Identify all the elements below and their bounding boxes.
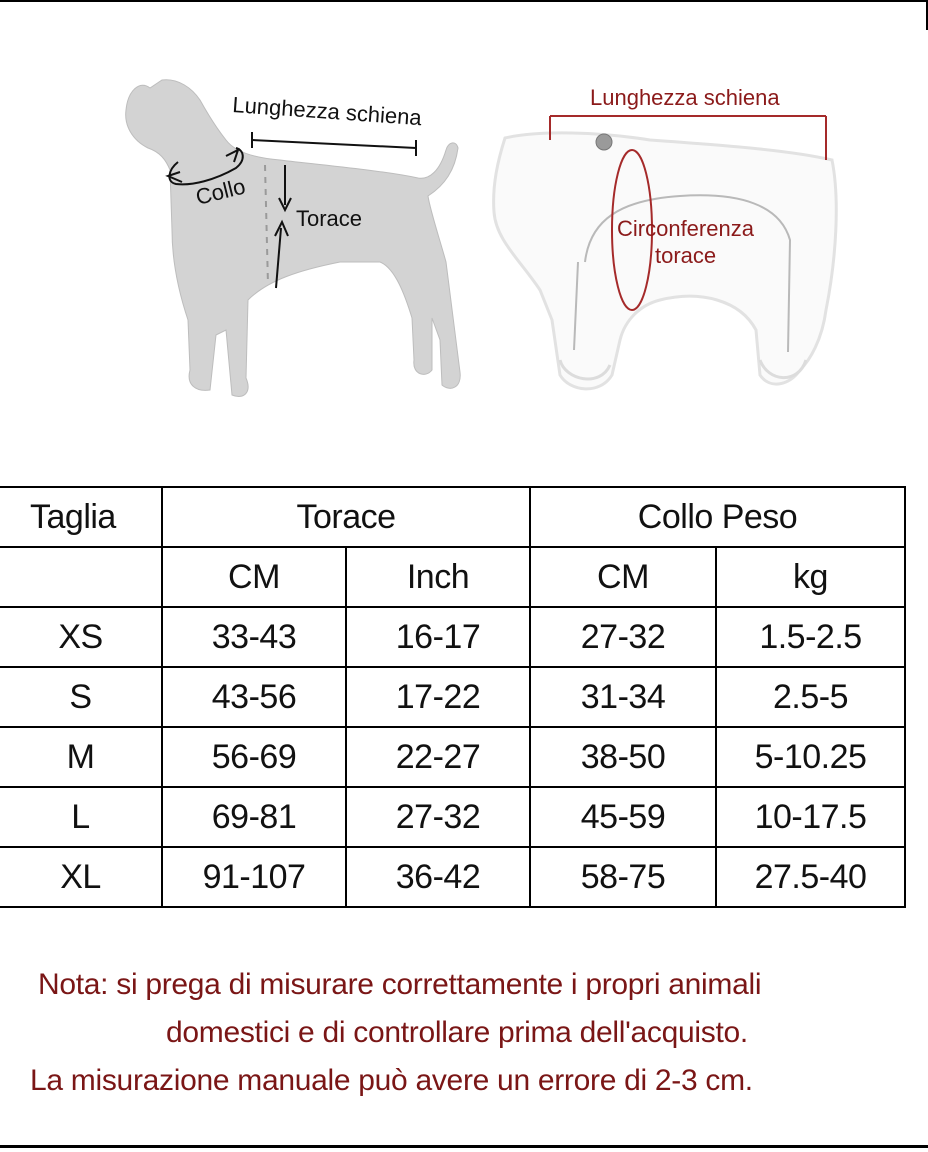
neck-cm-cell: 58-75 [530,847,716,907]
neck-cm-cell: 27-32 [530,607,716,667]
dog-back-length-label: Lunghezza schiena [231,92,423,131]
table-header-row [0,487,905,547]
chest-cm-cell: 43-56 [162,667,346,727]
measurement-illustrations [0,0,928,460]
suit-back-length-label: Lunghezza schiena [590,85,780,110]
note-line-1: Nota: si prega di misurare correttamente i propri animali [38,968,762,1001]
chest-cm-cell: 33-43 [162,607,346,667]
note-line-2: domestici e di controllare prima dell'acquisto. [166,1016,748,1049]
weight-kg-cell: 1.5-2.5 [716,607,905,667]
size-cell: S [0,667,162,727]
illustration-svg [0,0,928,460]
size-chart-table [0,486,906,908]
chest-cm-cell: 69-81 [162,787,346,847]
size-cell: XL [0,847,162,907]
chest-inch-subheader: Inch [346,547,530,607]
chest-header: Torace [162,487,530,547]
chest-inch-cell: 36-42 [346,847,530,907]
chest-inch-cell: 17-22 [346,667,530,727]
neck-cm-subheader: CM [530,547,716,607]
neck-cm-cell: 45-59 [530,787,716,847]
weight-kg-cell: 2.5-5 [716,667,905,727]
chest-inch-cell: 16-17 [346,607,530,667]
empty-subheader-cell [0,547,162,607]
table-row [0,847,905,907]
size-cell: XS [0,607,162,667]
chest-cm-cell: 91-107 [162,847,346,907]
weight-kg-cell: 5-10.25 [716,727,905,787]
weight-kg-subheader: kg [716,547,905,607]
weight-kg-cell: 27.5-40 [716,847,905,907]
table-row [0,727,905,787]
dog-chest-label: Torace [296,206,363,231]
table-row [0,787,905,847]
bottom-border [0,1145,928,1148]
dog-neck-label: Collo [193,173,248,210]
chest-cm-subheader: CM [162,547,346,607]
suit-chest-label-line2: torace [655,243,717,268]
size-header: Taglia [0,487,162,547]
size-cell: M [0,727,162,787]
neck-weight-header: Collo Peso [530,487,905,547]
size-cell: L [0,787,162,847]
table-row [0,667,905,727]
table-row [0,607,905,667]
neck-cm-cell: 31-34 [530,667,716,727]
note-line-3: La misurazione manuale può avere un errore di 2-3 cm. [30,1064,753,1097]
suit-chest-label-line1: Circonferenza [617,216,754,241]
neck-cm-cell: 38-50 [530,727,716,787]
chest-inch-cell: 27-32 [346,787,530,847]
chest-inch-cell: 22-27 [346,727,530,787]
table-subheader-row [0,547,905,607]
weight-kg-cell: 10-17.5 [716,787,905,847]
chest-cm-cell: 56-69 [162,727,346,787]
